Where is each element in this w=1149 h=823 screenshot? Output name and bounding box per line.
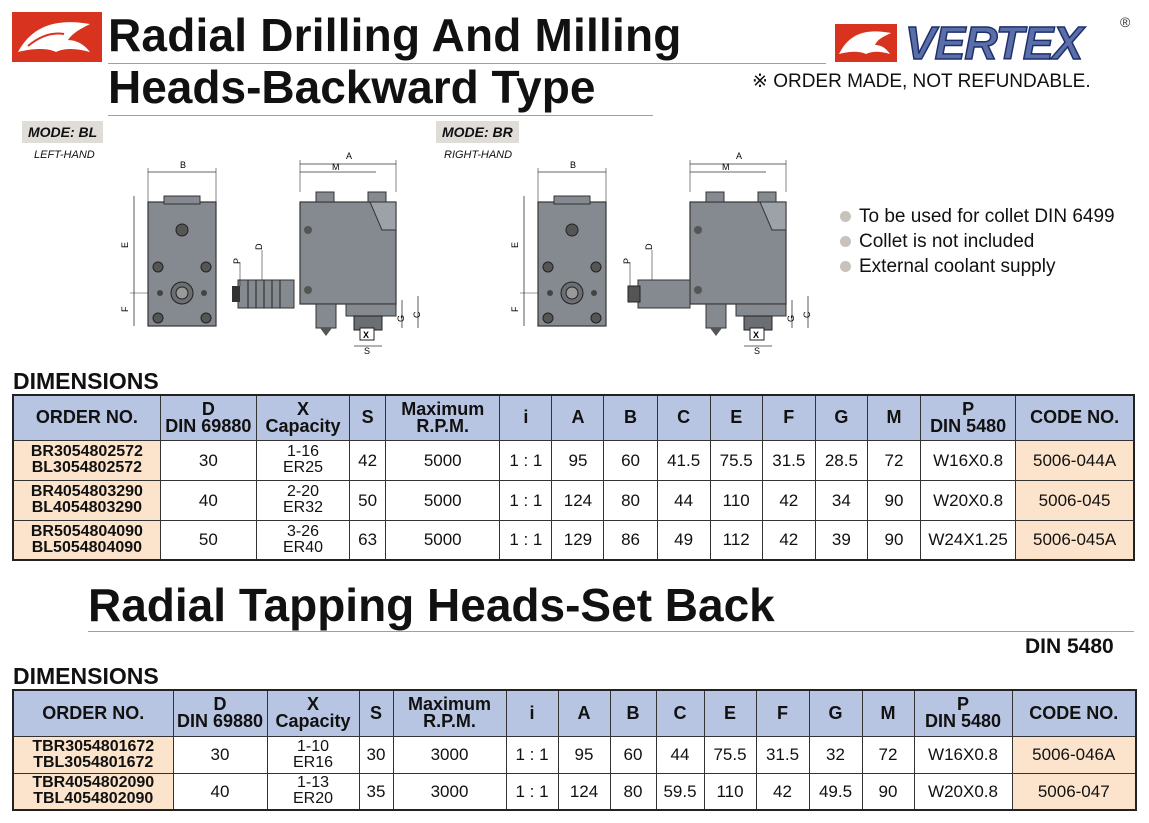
col-d: D DIN 69880 [173,690,267,736]
a-cell: 124 [552,480,604,520]
e-cell: 75.5 [710,440,762,480]
page-title: Radial Drilling And Milling [108,9,682,61]
b-cell: 80 [610,773,656,810]
c-cell: 49 [657,520,710,560]
i-cell: 1 : 1 [500,520,552,560]
col-order-no: ORDER NO. [13,395,160,440]
table-row [13,773,1136,810]
f-cell: 42 [762,480,815,520]
m-cell: 90 [867,480,920,520]
s-cell: 35 [359,773,393,810]
e-cell: 75.5 [704,736,756,773]
col-f: F [762,395,815,440]
col-code-no: CODE NO. [1012,690,1136,736]
b-cell: 86 [604,520,657,560]
code-cell: 5006-047 [1012,773,1136,810]
dimensions-label-2: DIMENSIONS [13,663,159,689]
col-x: X Capacity [256,395,349,440]
eagle-logo-icon [12,12,102,62]
svg-text:X: X [753,330,760,340]
order-no-cell: BR4054803290 BL4054803290 [13,480,160,520]
svg-text:M: M [332,162,340,172]
d-cell: 30 [173,736,267,773]
s-cell: 30 [359,736,393,773]
g-cell: 28.5 [815,440,867,480]
code-cell: 5006-046A [1012,736,1136,773]
svg-text:D: D [644,243,654,250]
svg-text:F: F [510,306,520,312]
f-cell: 31.5 [756,736,809,773]
col-m: M [867,395,920,440]
diagram-right-hand [510,150,830,355]
section2-title: Radial Tapping Heads-Set Back [88,579,775,631]
mode-sub-bl: LEFT-HAND [34,149,95,161]
order-no-cell: TBR4054802090 TBL4054802090 [13,773,173,810]
i-cell: 1 : 1 [506,773,558,810]
g-cell: 32 [809,736,862,773]
a-cell: 95 [558,736,610,773]
col-p: P DIN 5480 [921,395,1016,440]
col-i: i [500,395,552,440]
col-p: P DIN 5480 [914,690,1012,736]
p-cell: W16X0.8 [921,440,1016,480]
dimensions-label: DIMENSIONS [13,368,159,394]
page-subtitle: Heads-Backward Type [108,61,596,113]
c-cell: 44 [656,736,704,773]
i-cell: 1 : 1 [500,440,552,480]
p-cell: W20X0.8 [914,773,1012,810]
brand-name: VERTEX [905,17,1083,69]
svg-text:S: S [364,346,371,355]
col-a: A [558,690,610,736]
col-i: i [506,690,558,736]
capacity-cell: 1-13 ER20 [267,773,359,810]
svg-text:P: P [622,257,632,264]
feature-list [840,204,1115,279]
col-f: F [756,690,809,736]
m-cell: 90 [867,520,920,560]
capacity-cell: 2-20 ER32 [256,480,349,520]
svg-text:X: X [363,330,370,340]
col-s: S [359,690,393,736]
order-no-cell: TBR3054801672 TBL3054801672 [13,736,173,773]
rpm-cell: 5000 [386,440,500,480]
svg-text:C: C [802,311,812,318]
d-cell: 40 [173,773,267,810]
feature-item: Collet is not included [840,229,1115,254]
m-cell: 72 [862,736,914,773]
code-cell: 5006-044A [1016,440,1134,480]
table-header-row [13,690,1136,736]
e-cell: 110 [704,773,756,810]
bullet-dot-icon [840,236,851,247]
din-label: DIN 5480 [1025,635,1114,658]
table-header-row [13,395,1134,440]
svg-text:E: E [510,241,520,248]
table-row [13,480,1134,520]
mode-bl-block [22,124,103,142]
svg-text:G: G [786,314,796,322]
svg-text:P: P [232,257,242,264]
order-no-cell: BR5054804090 BL5054804090 [13,520,160,560]
brand-eagle-icon [835,24,897,62]
g-cell: 39 [815,520,867,560]
svg-text:A: A [346,151,353,161]
b-cell: 80 [604,480,657,520]
col-a: A [552,395,604,440]
p-cell: W20X0.8 [921,480,1016,520]
col-g: G [809,690,862,736]
svg-text:G: G [396,314,406,322]
e-cell: 110 [710,480,762,520]
dim-b-label: B [180,160,187,170]
svg-text:F: F [120,306,130,312]
c-cell: 44 [657,480,710,520]
diagram-left-hand [120,150,440,355]
rpm-cell: 5000 [386,520,500,560]
svg-text:C: C [412,311,422,318]
mode-tag-bl: MODE: BL [22,121,103,143]
d-cell: 30 [160,440,256,480]
table-row [13,440,1134,480]
f-cell: 42 [762,520,815,560]
bullet-dot-icon [840,211,851,222]
col-e: E [704,690,756,736]
mode-br-block [436,124,519,142]
d-cell: 50 [160,520,256,560]
capacity-cell: 1-16 ER25 [256,440,349,480]
col-d: D DIN 69880 [160,395,256,440]
s-cell: 50 [350,480,386,520]
f-cell: 31.5 [762,440,815,480]
g-cell: 34 [815,480,867,520]
a-cell: 129 [552,520,604,560]
rpm-cell: 3000 [393,773,506,810]
b-cell: 60 [604,440,657,480]
d-cell: 40 [160,480,256,520]
bullet-dot-icon [840,261,851,272]
table-row [13,736,1136,773]
col-c: C [657,395,710,440]
registered-mark: ® [1120,14,1131,30]
feature-item: External coolant supply [840,254,1115,279]
f-cell: 42 [756,773,809,810]
col-b: B [604,395,657,440]
a-cell: 124 [558,773,610,810]
feature-item: To be used for collet DIN 6499 [840,204,1115,229]
col-b: B [610,690,656,736]
col-g: G [815,395,867,440]
mode-tag-br: MODE: BR [436,121,519,143]
col-rpm: Maximum R.P.M. [393,690,506,736]
col-m: M [862,690,914,736]
dimensions-table-drilling [12,394,1135,561]
s-cell: 63 [350,520,386,560]
capacity-cell: 1-10 ER16 [267,736,359,773]
svg-text:E: E [120,241,130,248]
c-cell: 41.5 [657,440,710,480]
order-note: ※ ORDER MADE, NOT REFUNDABLE. [752,71,1091,92]
svg-text:B: B [570,160,577,170]
section2-rule [88,631,1134,632]
subtitle-rule [108,115,653,116]
m-cell: 72 [867,440,920,480]
table-row [13,520,1134,560]
a-cell: 95 [552,440,604,480]
svg-text:S: S [754,346,761,355]
s-cell: 42 [350,440,386,480]
m-cell: 90 [862,773,914,810]
col-s: S [350,395,386,440]
capacity-cell: 3-26 ER40 [256,520,349,560]
col-rpm: Maximum R.P.M. [386,395,500,440]
i-cell: 1 : 1 [506,736,558,773]
col-code-no: CODE NO. [1016,395,1134,440]
g-cell: 49.5 [809,773,862,810]
col-c: C [656,690,704,736]
svg-text:A: A [736,151,743,161]
b-cell: 60 [610,736,656,773]
c-cell: 59.5 [656,773,704,810]
col-order-no: ORDER NO. [13,690,173,736]
code-cell: 5006-045 [1016,480,1134,520]
mode-sub-br: RIGHT-HAND [444,149,513,161]
i-cell: 1 : 1 [500,480,552,520]
svg-text:D: D [254,243,264,250]
svg-text:M: M [722,162,730,172]
code-cell: 5006-045A [1016,520,1134,560]
rpm-cell: 3000 [393,736,506,773]
p-cell: W16X0.8 [914,736,1012,773]
p-cell: W24X1.25 [921,520,1016,560]
order-no-cell: BR3054802572 BL3054802572 [13,440,160,480]
col-e: E [710,395,762,440]
brand-logo [835,14,1135,68]
rpm-cell: 5000 [386,480,500,520]
e-cell: 112 [710,520,762,560]
col-x: X Capacity [267,690,359,736]
dimensions-table-tapping [12,689,1137,811]
